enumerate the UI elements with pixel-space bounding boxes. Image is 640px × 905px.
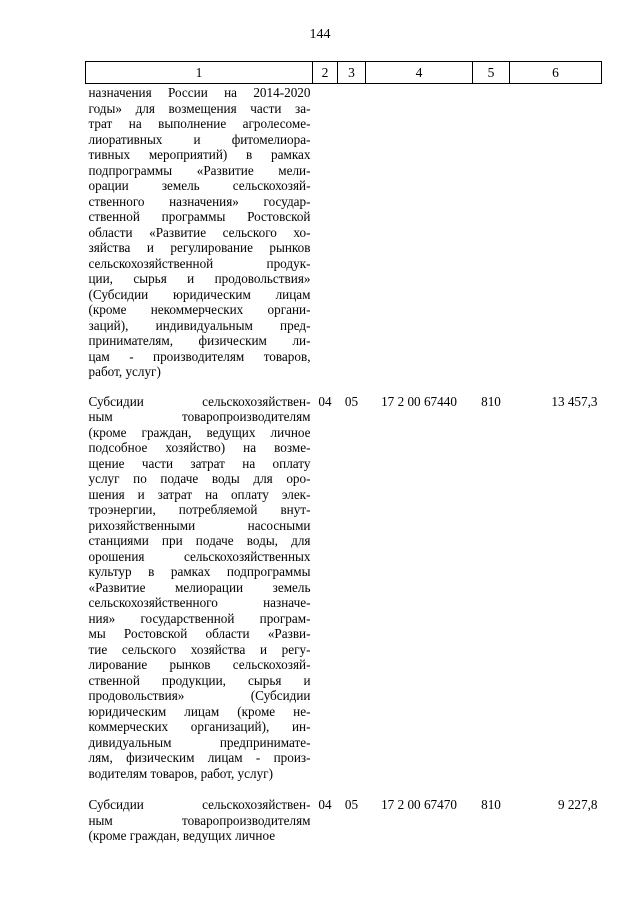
- description-line: рихозяйственными насосными: [88, 517, 311, 533]
- description-line: цам - производителям товаров,: [88, 348, 311, 364]
- row-section: [313, 84, 338, 386]
- description-line: назначения России на 2014-2020: [88, 85, 311, 100]
- description-line: орошения сельскохозяйственных: [88, 548, 311, 564]
- row-amount: 13 457,3: [551, 393, 598, 409]
- description-line: ным товаропроизводителям: [88, 409, 311, 424]
- header-col-5: 5: [473, 62, 510, 84]
- row-description: [86, 386, 313, 790]
- description-line: щение части затрат на оплату: [88, 455, 311, 471]
- description-line: станциями при подаче воды, для: [88, 533, 311, 548]
- description-line: троэнергии, потребляемой внут-: [88, 502, 311, 517]
- row-subsection: [338, 84, 366, 386]
- description-line: юридическим лицам (кроме не-: [88, 703, 311, 719]
- header-col-3: 3: [338, 62, 366, 84]
- row-expense-type: 810: [481, 393, 501, 409]
- description-line: (кроме граждан, ведущих личное: [88, 828, 276, 843]
- description-line: мы Ростовской области «Разви-: [88, 626, 311, 641]
- header-col-1: 1: [86, 62, 313, 84]
- description-line: годы» для возмещения части за-: [88, 100, 311, 116]
- description-line: тивных мероприятий) в рамках: [88, 147, 311, 162]
- description-line: работ, услуг): [88, 364, 161, 379]
- description-line: (кроме некоммерческих органи-: [88, 302, 311, 317]
- row-subsection: 05: [344, 393, 359, 409]
- description-line: сельскохозяйственного назначе-: [88, 595, 311, 610]
- description-line: Субсидии сельскохозяйствен-: [88, 393, 311, 409]
- row-section: 04: [318, 393, 332, 409]
- row-expense-type: 810: [481, 797, 501, 812]
- row-target-code: 17 2 00 67440: [381, 393, 457, 409]
- table-header-row: [86, 62, 602, 84]
- description-line: заций), индивидуальным пред-: [88, 317, 311, 333]
- description-line: лиоративных и фитомелиора-: [88, 131, 311, 147]
- description-line: «Развитие мелиорации земель: [88, 579, 311, 595]
- header-col-6: 6: [510, 62, 602, 84]
- description-line: ния» государственной програм-: [88, 610, 311, 626]
- description-line: (Субсидии юридическим лицам: [88, 286, 311, 302]
- row-description: [86, 789, 313, 844]
- description-line: ственной программы Ростовской: [88, 209, 311, 224]
- description-line: продовольствия» (Субсидии: [88, 688, 311, 703]
- row-subsection: 05: [344, 797, 359, 812]
- description-line: коммерческих организаций), ин-: [88, 719, 311, 734]
- table-row: [86, 84, 602, 386]
- description-line: сельскохозяйственной продук-: [88, 255, 311, 271]
- row-section: 04: [318, 797, 332, 812]
- header-col-4: 4: [366, 62, 473, 84]
- row-target-code: 17 2 00 67470: [381, 797, 457, 812]
- header-col-2: 2: [313, 62, 338, 84]
- description-line: зяйства и регулирование рынков: [88, 240, 311, 255]
- description-line: услуг по подаче воды для оро-: [88, 471, 311, 486]
- page-number: 144: [309, 27, 331, 42]
- description-line: ственной продукции, сырья и: [88, 672, 311, 688]
- description-line: ции, сырья и продовольствия»: [88, 271, 311, 286]
- description-line: ственного назначения» государ-: [88, 193, 311, 209]
- description-line: ным товаропроизводителям: [88, 812, 311, 828]
- description-line: подпрограммы «Развитие мели-: [88, 162, 311, 178]
- description-line: шения и затрат на оплату элек-: [88, 486, 311, 502]
- description-line: водителям товаров, работ, услуг): [88, 765, 273, 781]
- row-description: [86, 84, 313, 386]
- description-line: лям, физическим лицам - произ-: [88, 750, 311, 765]
- row-expense-type: [473, 84, 510, 386]
- description-line: лирование рынков сельскохозяй-: [88, 657, 311, 672]
- description-line: Субсидии сельскохозяйствен-: [88, 797, 311, 812]
- description-line: тие сельского хозяйства и регу-: [88, 641, 311, 657]
- description-line: области «Развитие сельского хо-: [88, 224, 311, 240]
- description-line: дивидуальным предпринимате-: [88, 734, 311, 750]
- description-line: (кроме граждан, ведущих личное: [88, 424, 311, 440]
- row-amount: 9 227,8: [557, 797, 598, 812]
- description-line: подсобное хозяйство) на возме-: [88, 440, 311, 455]
- row-target-code: [366, 84, 473, 386]
- table-row: [86, 789, 602, 844]
- description-line: орации земель сельскохозяй-: [88, 178, 311, 193]
- description-line: принимателям, физическим ли-: [88, 333, 311, 348]
- description-line: культур в рамках подпрограммы: [88, 564, 311, 579]
- table-row: [86, 386, 602, 790]
- budget-table: [85, 61, 602, 844]
- description-line: трат на выполнение агролесоме-: [88, 116, 311, 131]
- row-amount: [510, 84, 602, 386]
